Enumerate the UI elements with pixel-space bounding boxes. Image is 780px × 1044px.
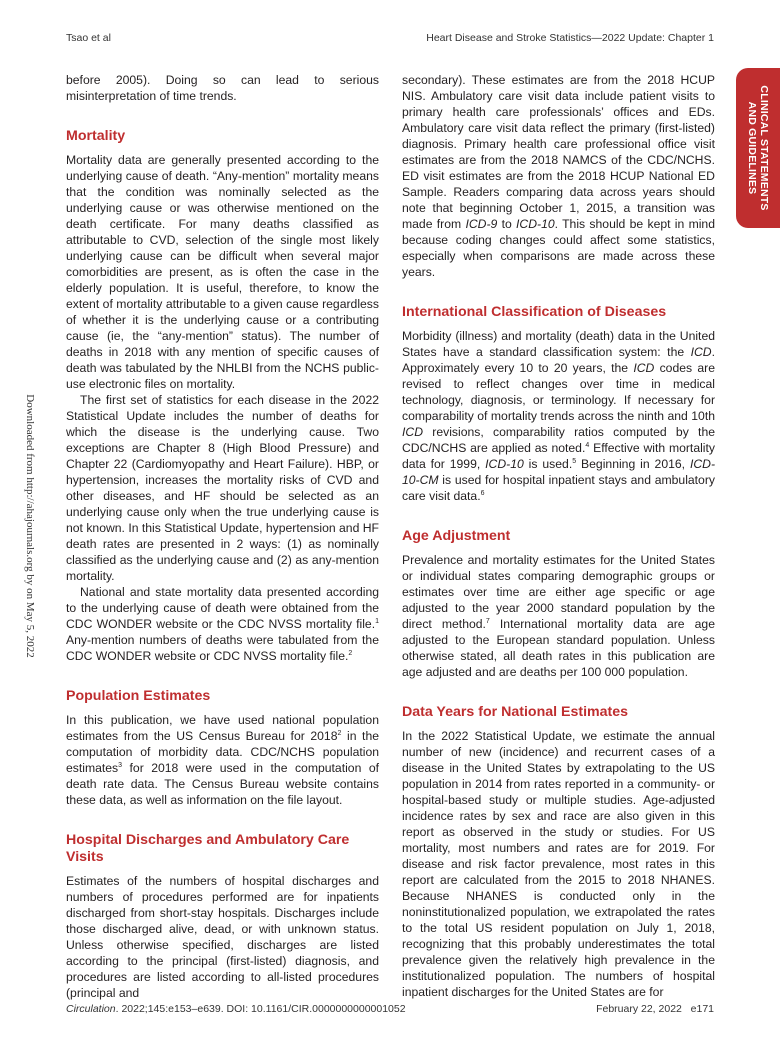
- icd-text-8: is used for hospital inpatient stays and ambulatory care visit data.: [402, 473, 715, 503]
- mortality-p3-text-b: Any-mention numbers of deaths were tabulated from the CDC WONDER website or CDC NVSS mortality file.: [66, 633, 379, 663]
- icd-term-4: ICD-10: [485, 457, 524, 471]
- footer-citation-text: . 2022;145:e153–e639. DOI: 10.1161/CIR.0000000000001052: [115, 1003, 406, 1015]
- intro-paragraph: before 2005). Doing so can lead to serious misinterpretation of time trends.: [66, 73, 379, 103]
- icd9-term: ICD-9: [465, 217, 498, 231]
- running-header-title: Heart Disease and Stroke Statistics—2022 Update: Chapter 1: [426, 32, 714, 44]
- continuation-text-to: to: [497, 217, 517, 231]
- heading-hospital-discharges: Hospital Discharges and Ambulatory Care Visits: [66, 832, 350, 865]
- reference-2: 2: [348, 649, 353, 657]
- footer-date: February 22, 2022: [596, 1003, 682, 1015]
- reference-7: 7: [485, 617, 490, 625]
- footer-citation: [66, 1003, 406, 1015]
- icd-text-1: Morbidity (illness) and mortality (death) data in the United States have a standard classification system: the: [402, 329, 715, 359]
- mortality-p3-text-a: National and state mortality data presented according to the underlying cause of death were obtained from the CDC WONDER website or the CDC NVSS mortality file.: [66, 585, 379, 631]
- icd-term-3: ICD: [402, 425, 423, 439]
- reference-6: 6: [480, 489, 485, 497]
- footer-date-page: [596, 1003, 714, 1015]
- icd-term-1: ICD: [690, 345, 712, 359]
- mortality-paragraph-1: Mortality data are generally presented according to the underlying cause of death. “Any-mention” mortality means that the condition was nominally selected as the underlying cause or was otherwise mentioned on the death certificate. For many deaths classified as attributable to CVD, selection of the single most likely underlying cause can be difficult when several major comorbidities are present, as is often the case in the elderly population. It is useful, therefore, to know the extent of mortality attributable to a given cause regardless of whether it is the underlying cause or a contributing cause (ie, the “any-mention” status). The number of deaths in 2018 with any mention of specific causes of death was tabulated by the NHLBI from the NCHS public-use electronic files on mortality.: [66, 153, 379, 391]
- icd-text-2: . Approximately every 10 to 20 years, the: [402, 345, 715, 375]
- right-column: [402, 72, 715, 1000]
- heading-mortality: Mortality: [66, 128, 126, 144]
- age-paragraph: [402, 552, 715, 680]
- population-text-c: for 2018 were used in the computation of death rate data. The Census Bureau website contains these data, as well as information on the file layout.: [66, 761, 379, 807]
- heading-population-estimates: Population Estimates: [66, 688, 211, 704]
- reference-3: 3: [118, 761, 123, 769]
- mortality-paragraph-2: The first set of statistics for each disease in the 2022 Statistical Update includes the number of deaths for which the disease is the underlying cause. Two exceptions are Chapter 8 (High Blood Pressure) and Chapter 22 (Cardiomyopathy and Heart Failure). HBP, or hypertension, increases the mortality risks of CVD and other diseases, and HF should be selected as an underlying cause only when the true underlying cause is not known. In this Statistical Update, hypertension and HF death rates are presented in 2 ways: (1) as nominally classified as the underlying cause and (2) as any-mention mortality.: [66, 393, 379, 583]
- section-tab: [736, 68, 780, 228]
- download-watermark: Downloaded from http://ahajournals.org by on May 5, 2022: [24, 394, 36, 658]
- icd-term-2: ICD: [633, 361, 655, 375]
- footer-journal: Circulation: [66, 1003, 116, 1015]
- hospital-paragraph: Estimates of the numbers of hospital discharges and numbers of procedures performed are for inpatients discharged from short-stay hospitals. Discharges include those discharged alive, dead, or with unknown status. Unless otherwise specified, discharges are listed according to the principal (first-listed) diagnosis, and procedures are listed according to all-listed procedures (principal and: [66, 874, 379, 1000]
- reference-2b: 2: [337, 729, 342, 737]
- icd-text-6: is used.: [523, 457, 573, 471]
- icd-text-3: codes are revised to reflect changes over time in medical technology, diagnosis, or terminology. If necessary for comparability of mortality trends across the ninth and 10th: [402, 361, 715, 423]
- mortality-paragraph-3: [66, 584, 379, 664]
- icd-text-4: revisions, comparability ratios computed by the CDC/NCHS are applied as noted.: [402, 425, 715, 455]
- section-tab-line-2: AND GUIDELINES: [746, 101, 758, 195]
- data-years-paragraph: In the 2022 Statistical Update, we estimate the annual number of new (incidence) and recurrent cases of a disease in the United States by extrapolating to the US population in 2014 from rates reported in a community- or hospital-based study or multiple studies. Age-adjusted incidence rates by sex and race are also given in this report as observed in the study or studies. For US mortality, most numbers and rates are for 2019. For disease and risk factor prevalence, most rates in this report are calculated from the 2015 to 2018 NHANES. Because NHANES is conducted only in the noninstitutionalized population, we extrapolated the rates to the total US resident population on July 1, 2018, recognizing that this probably underestimates the total prevalence given the relatively high prevalence in the institutionalized population. The numbers of hospital inpatient discharges for the United States are for: [402, 729, 715, 999]
- population-text-a: In this publication, we have used national population estimates from the US Census Bureau for 2018: [66, 713, 379, 743]
- population-paragraph: [66, 712, 379, 808]
- footer-page-number: e171: [690, 1003, 714, 1015]
- heading-data-years: Data Years for National Estimates: [402, 704, 629, 720]
- reference-5: 5: [572, 457, 577, 465]
- heading-age-adjustment: Age Adjustment: [402, 528, 511, 544]
- icd-term-5: ICD-10-CM: [402, 457, 716, 487]
- continuation-text-a: secondary). These estimates are from the 2018 HCUP NIS. Ambulatory care visit data include patient visits to primary health care professionals’ offices and EDs. Ambulatory care visit data reflect the primary (first-listed) diagnosis. Primary health care professional office visit estimates are from the 2018 NAMCS of the CDC/NCHS. ED visit estimates are from the 2018 HCUP National ED Sample. Readers comparing data across years should note that beginning October 1, 2015, a transition was made from: [402, 73, 715, 231]
- age-text-1: Prevalence and mortality estimates for the United States or individual states comparing demographic groups or estimates over time are either age specific or age adjusted to the year 2000 standard population by the direct method.: [402, 553, 715, 631]
- continuation-text-b: . This should be kept in mind because coding changes could affect some statistics, especially when comparisons are made across these years.: [402, 217, 715, 279]
- reference-4: 4: [585, 441, 590, 449]
- left-column: [66, 72, 379, 1001]
- population-text-b: in the computation of morbidity data. CDC/NCHS population estimates: [66, 729, 379, 775]
- icd-paragraph: [402, 328, 715, 504]
- icd-text-7: Beginning in 2016,: [576, 457, 690, 471]
- heading-icd: International Classification of Diseases: [402, 304, 667, 320]
- running-header-authors: Tsao et al: [66, 32, 111, 44]
- section-tab-line-1: CLINICAL STATEMENTS: [758, 85, 770, 211]
- icd-text-5: Effective with mortality data for 1999,: [402, 441, 715, 471]
- age-text-2: International mortality data are age adjusted to the European standard population. Unless otherwise stated, all death rates in this publication are age adjusted and are deaths per 100 000 population.: [402, 617, 715, 679]
- hospital-continuation-paragraph: [402, 72, 715, 280]
- icd10-term: ICD-10: [516, 217, 555, 231]
- section-tab-label: [746, 85, 770, 210]
- reference-1: 1: [375, 617, 379, 625]
